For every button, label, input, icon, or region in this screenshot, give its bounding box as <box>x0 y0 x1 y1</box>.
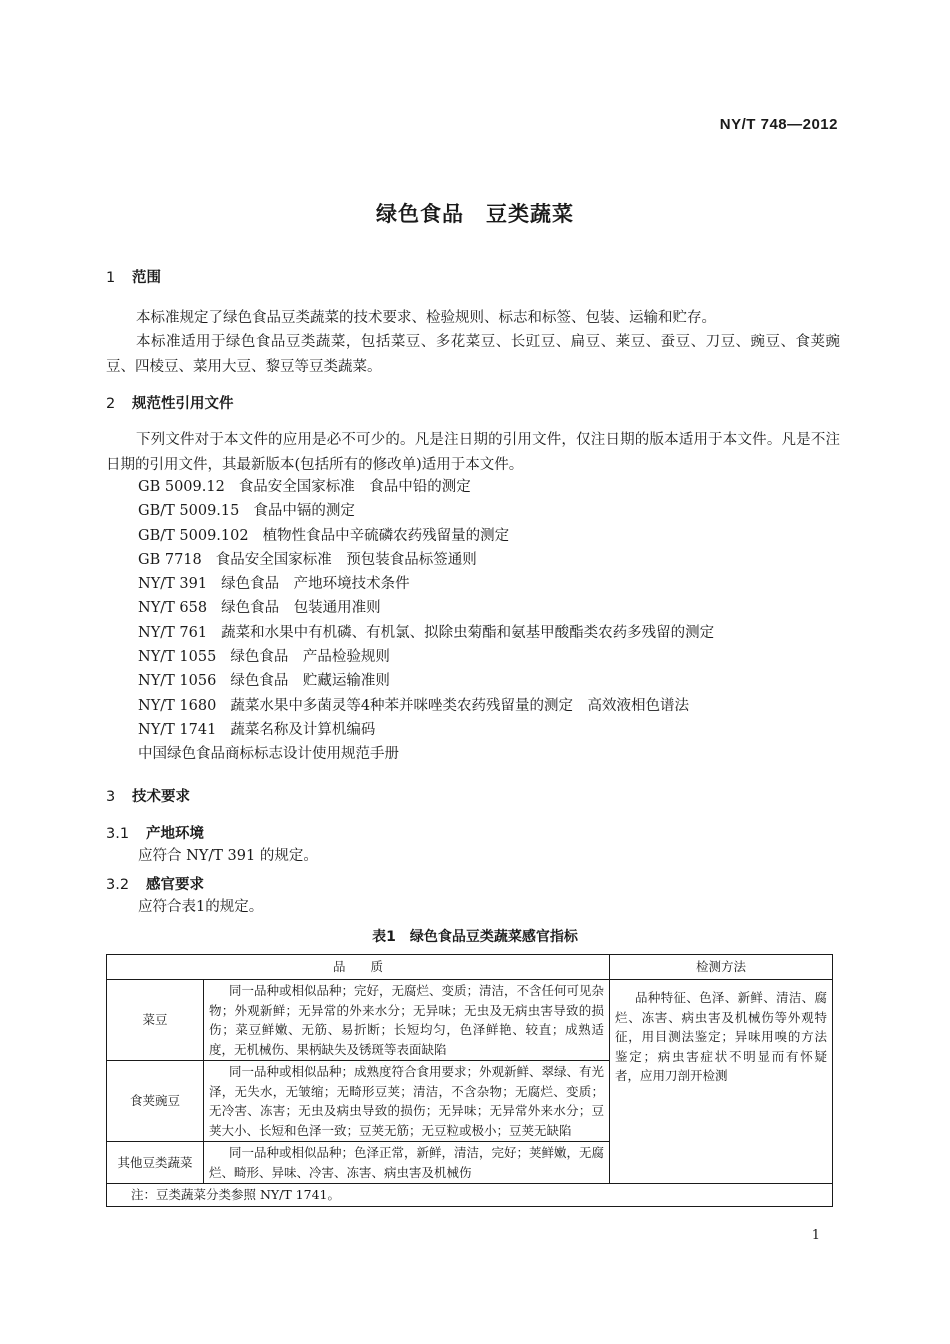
section-3-2-heading <box>106 873 204 894</box>
reference-title: 食品中镉的测定 <box>253 503 355 520</box>
reference-code: NY/T 1680 <box>138 697 217 714</box>
reference-code: GB/T 5009.102 <box>138 527 249 544</box>
reference-item <box>138 475 714 499</box>
normative-references-list <box>138 475 714 767</box>
reference-title: 植物性食品中辛硫磷农药残留量的测定 <box>262 527 510 544</box>
reference-item <box>138 548 714 572</box>
section-number: 3.2 <box>106 877 130 893</box>
category-cell: 食荚豌豆 <box>107 1061 204 1142</box>
reference-title: 食品安全国家标准 预包装食品标签通则 <box>215 551 477 568</box>
reference-code: GB 5009.12 <box>138 479 225 495</box>
reference-code: GB 7718 <box>138 551 202 568</box>
section-number: 1 <box>106 270 116 286</box>
section-2-heading <box>106 392 234 413</box>
section-title: 产地环境 <box>146 826 204 842</box>
category-cell: 其他豆类蔬菜 <box>107 1142 204 1184</box>
reference-item <box>138 645 714 669</box>
quality-cell: 同一品种或相似品种；完好，无腐烂、变质；清洁，不含任何可见杂物；外观新鲜；无异常的外来水分；无异味；无虫及无病虫害导致的损伤；菜豆鲜嫩、无筋、易折断；长短均匀，色泽鲜艳、较直；成熟适度，无机械伤、果柄缺失及锈斑等表面缺陷 <box>204 980 610 1061</box>
section-title: 范围 <box>132 270 161 286</box>
section-title: 感官要求 <box>146 877 204 893</box>
section-number: 2 <box>106 396 116 412</box>
section-title: 技术要求 <box>132 789 190 805</box>
reference-code: NY/T 391 <box>138 576 208 593</box>
category-cell: 菜豆 <box>107 980 204 1061</box>
references-intro: 下列文件对于本文件的应用是必不可少的。凡是注日期的引用文件，仅注日期的版本适用于本文件。凡是不注日期的引用文件，其最新版本(包括所有的修改单)适用于本文件。 <box>106 432 840 473</box>
reference-title: 蔬菜和水果中有机磷、有机氯、拟除虫菊酯和氨基甲酸酯类农药多残留的测定 <box>221 624 715 641</box>
table-header-row <box>107 955 833 980</box>
reference-item <box>138 572 714 596</box>
table-1-caption: 表1 绿色食品豆类蔬菜感官指标 <box>372 929 578 945</box>
reference-code: NY/T 761 <box>138 624 208 641</box>
reference-code: NY/T 1056 <box>138 673 217 690</box>
scope-paragraph-2: 本标准适用于绿色食品豆类蔬菜，包括菜豆、多花菜豆、长豇豆、扁豆、莱豆、蚕豆、刀豆、豌豆、食荚豌豆、四棱豆、菜用大豆、黎豆等豆类蔬菜。 <box>106 334 840 375</box>
reference-item <box>138 621 714 645</box>
reference-code: GB/T 5009.15 <box>138 503 240 520</box>
scope-paragraph-1: 本标准规定了绿色食品豆类蔬菜的技术要求、检验规则、标志和标签、包装、运输和贮存。 <box>136 310 716 326</box>
table-note-row <box>107 1184 833 1207</box>
quality-cell: 同一品种或相似品种；成熟度符合食用要求；外观新鲜、翠绿、有光泽，无失水，无皱缩；无畸形豆荚；清洁，不含杂物；无腐烂、变质；无冷害、冻害；无虫及病虫导致的损伤；无异味；无异常外来水分；豆荚大小、长短和色泽一致；豆荚无筋；无豆粒或极小；豆荚无缺陷 <box>204 1061 610 1142</box>
document-title: 绿色食品 豆类蔬菜 <box>376 202 574 226</box>
reference-item <box>138 669 714 693</box>
quality-header: 品 质 <box>107 955 610 980</box>
reference-title: 蔬菜水果中多菌灵等4种苯并咪唑类农药残留量的测定 高效液相色谱法 <box>230 697 690 714</box>
reference-title: 蔬菜名称及计算机编码 <box>230 721 376 738</box>
reference-item <box>138 742 714 766</box>
section-number: 3 <box>106 789 116 805</box>
reference-title: 绿色食品 产品检验规则 <box>230 649 390 666</box>
reference-title: 中国绿色食品商标标志设计使用规范手册 <box>138 746 399 763</box>
table-note: 注：豆类蔬菜分类参照 NY/T 1741。 <box>107 1184 833 1207</box>
sensory-indicators-table <box>106 954 833 1207</box>
reference-item <box>138 694 714 718</box>
reference-item <box>138 596 714 620</box>
reference-code: NY/T 1741 <box>138 721 217 738</box>
method-header: 检测方法 <box>610 955 833 980</box>
reference-title: 食品安全国家标准 食品中铅的测定 <box>238 479 471 495</box>
method-cell: 品种特征、色泽、新鲜、清洁、腐烂、冻害、病虫害及机械伤等外观特征，用目测法鉴定；异味用嗅的方法鉴定；病虫害症状不明显而有怀疑者，应用刀剖开检测 <box>610 980 833 1184</box>
standard-number: NY/T 748—2012 <box>719 116 838 133</box>
reference-code: NY/T 1055 <box>138 649 217 666</box>
quality-cell: 同一品种或相似品种；色泽正常，新鲜，清洁，完好；荚鲜嫩，无腐烂、畸形、异味、冷害、冻害、病虫害及机械伤 <box>204 1142 610 1184</box>
section-number: 3.1 <box>106 826 130 842</box>
section-3-heading <box>106 785 190 806</box>
reference-item <box>138 718 714 742</box>
reference-title: 绿色食品 贮藏运输准则 <box>230 673 390 690</box>
page-number: 1 <box>811 1228 820 1243</box>
reference-item <box>138 499 714 523</box>
section-3-2-text: 应符合表1的规定。 <box>138 899 264 915</box>
section-3-1-heading <box>106 822 204 843</box>
reference-title: 绿色食品 包装通用准则 <box>221 600 381 617</box>
reference-item <box>138 524 714 548</box>
section-3-1-text: 应符合 NY/T 391 的规定。 <box>138 848 318 864</box>
reference-code: NY/T 658 <box>138 600 208 617</box>
section-1-heading <box>106 266 161 287</box>
reference-title: 绿色食品 产地环境技术条件 <box>221 576 410 593</box>
table-row <box>107 980 833 1061</box>
section-title: 规范性引用文件 <box>132 396 234 412</box>
